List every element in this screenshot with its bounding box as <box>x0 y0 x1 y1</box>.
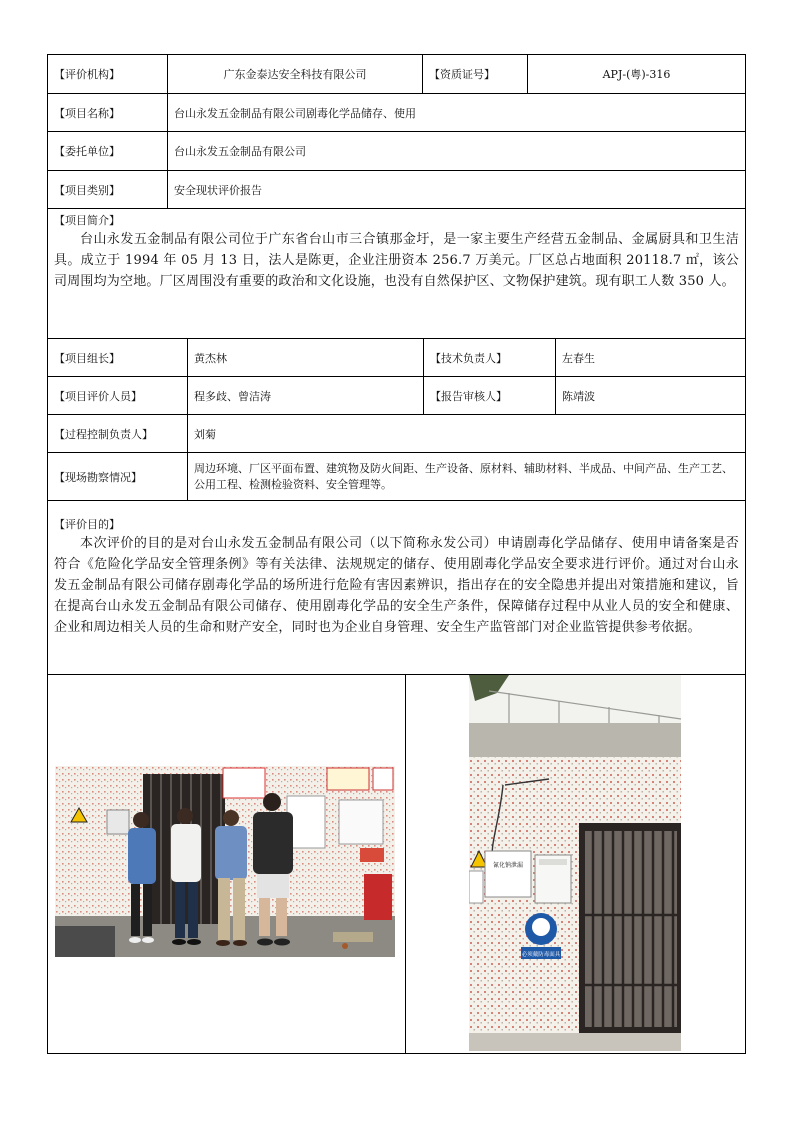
row-project-name <box>48 94 745 132</box>
row-process-control <box>48 415 745 453</box>
evaluation-purpose-heading: 【评价目的】 <box>54 518 120 531</box>
qualification-value: APJ-(粤)-316 <box>602 68 671 81</box>
storage-room-photo <box>469 675 681 1051</box>
evaluators-value: 程多歧、曾洁涛 <box>188 377 424 414</box>
org-value: 广东金泰达安全科技有限公司 <box>168 55 423 93</box>
leader-label: 【项目组长】 <box>48 339 188 376</box>
row-leader <box>48 339 745 377</box>
evaluators-label: 【项目评价人员】 <box>48 377 188 414</box>
row-site-survey <box>48 453 745 501</box>
org-label: 【评价机构】 <box>48 55 168 93</box>
client-value: 台山永发五金制品有限公司 <box>174 145 306 158</box>
evaluation-purpose-text: 本次评价的目的是对台山永发五金制品有限公司（以下简称永发公司）申请剧毒化学品储存、使用申请备案是否符合《危险化学品安全管理条例》等有关法律、法规规定的储存、使用剧毒化学品安全要求进行评价。通过对台山永发五金制品有限公司储存剧毒化学品的场所进行危险有害因素辨识，指出存在的安全隐患并提出对策措施和建议，旨在提高台山永发五金制品有限公司储存、使用剧毒化学品的安全生产条件，保障储存过程中从业人员的安全和健康、企业和周边相关人员的生命和财产安全，同时也为企业自身管理、安全生产监管部门对企业监管提供参考依据。 <box>54 536 739 635</box>
project-intro-text: 台山永发五金制品有限公司位于广东省台山市三合镇那金圩，是一家主要生产经营五金制品、金属厨具和卫生洁具。成立于 1994 年 05 月 13 日，法人是陈更，企业注册资本 256.7 万美元。厂区总占地面积 20118.7 ㎡，该公司周围均为空地。厂区周围没有重要的政治和文化设施，也没有自然保护区、文物保护建筑。现有职工人数 350 人。 <box>54 232 739 289</box>
photo-divider <box>405 675 406 1053</box>
sign-text-2: 必须戴防毒面具 <box>521 952 561 958</box>
leader-value: 黄杰林 <box>188 339 424 376</box>
project-intro <box>48 209 745 339</box>
tech-lead-value: 左春生 <box>562 351 595 365</box>
storage-room-photo-image <box>469 675 681 1051</box>
category-label: 【项目类别】 <box>48 171 168 208</box>
site-survey-label: 【现场勘察情况】 <box>48 453 188 500</box>
row-org <box>48 55 745 94</box>
team-photo-image <box>55 766 395 957</box>
sign-text-1: 氰化钠泄漏 <box>492 862 524 869</box>
team-photo <box>55 766 395 957</box>
evaluation-info-sheet <box>47 54 746 1054</box>
row-evaluators <box>48 377 745 415</box>
site-photos <box>48 675 745 1053</box>
evaluation-purpose <box>48 501 745 675</box>
category-value: 安全现状评价报告 <box>174 183 262 197</box>
project-intro-heading: 【项目简介】 <box>54 214 120 227</box>
project-name-value: 台山永发五金制品有限公司剧毒化学品储存、使用 <box>174 106 416 120</box>
process-control-value: 刘菊 <box>194 427 216 441</box>
reviewer-value: 陈靖波 <box>562 389 595 403</box>
client-label: 【委托单位】 <box>48 132 168 170</box>
tech-lead-label: 【技术负责人】 <box>424 339 556 376</box>
row-client <box>48 132 745 171</box>
qualification-label: 【资质证号】 <box>423 55 528 93</box>
project-name-label: 【项目名称】 <box>48 94 168 131</box>
reviewer-label: 【报告审核人】 <box>424 377 556 414</box>
row-category <box>48 171 745 209</box>
site-survey-value: 周边环境、厂区平面布置、建筑物及防火间距、生产设备、原材料、辅助材料、半成品、中间产品、生产工艺、公用工程、检测检验资料、安全管理等。 <box>194 461 733 491</box>
process-control-label: 【过程控制负责人】 <box>48 415 188 452</box>
